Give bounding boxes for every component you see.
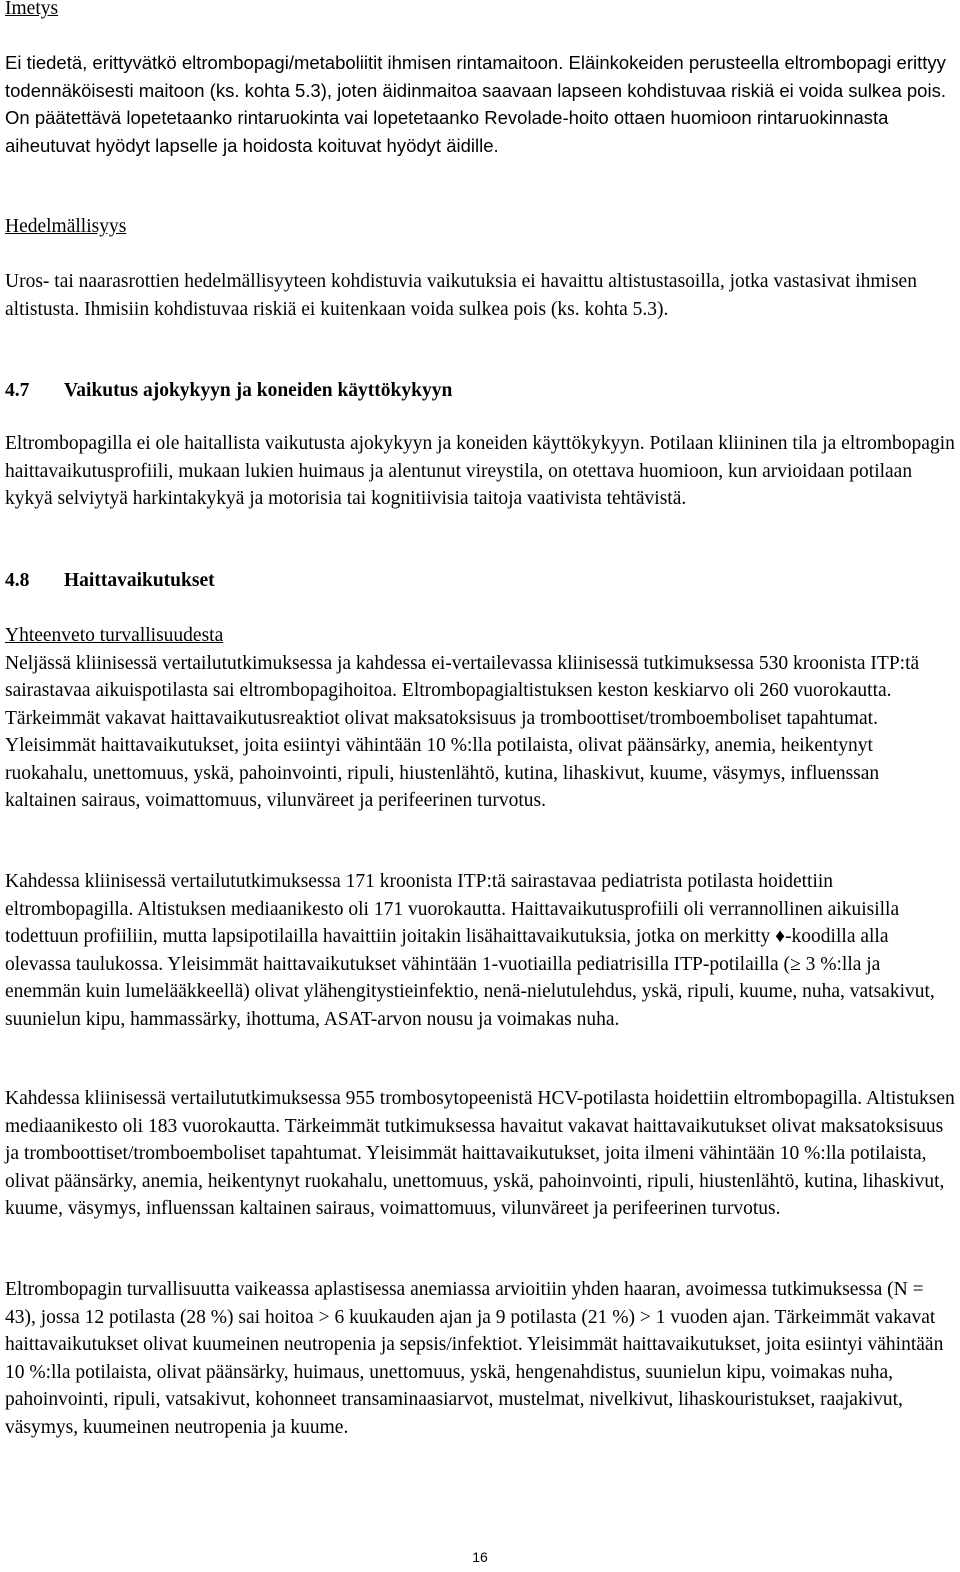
hedelmallisyys-heading: Hedelmällisyys <box>5 216 127 237</box>
page-number: 16 <box>472 1549 488 1565</box>
section-4-7-title: Vaikutus ajokykyyn ja koneiden käyttökykyyn <box>64 380 453 401</box>
imetys-section <box>5 0 955 23</box>
adverse-paragraph-2: Kahdessa kliinisessä vertailututkimuksessa 171 kroonista ITP:tä sairastavaa pediatrista potilasta hoidettiin eltrombopagilla. Altistuksen mediaanikesto oli 171 vuorokautta. Haittavaikutusprofiili oli verrannollinen aikuisilla todettuun profiiliin, mutta lapsipotilailla havaittiin joitakin lisähaittavaikutuksia, jotka on merkitty ♦-koodilla alla olevassa taulukossa. Yleisimmät haittavaikutukset vähintään 1-vuotiailla pediatrisilla ITP-potilailla (≥ 3 %:lla ja enemmän kuin lumelääkkeellä) olivat ylähengitystieinfektio, nenä-nielutulehdus, yskä, ripuli, kuume, nuha, vatsakivut, suunielun kipu, hammassärky, ihottuma, ASAT-arvon nousu ja voimakas nuha. <box>5 871 935 1030</box>
hedelmallisyys-paragraph-block <box>5 268 955 323</box>
imetys-paragraph: Ei tiedetä, erittyvätkö eltrombopagi/metaboliitit ihmisen rintamaitoon. Eläinkokeiden perusteella eltrombopagi erittyy todennäköisesti maitoon (ks. kohta 5.3), joten äidinmaitoa saavaan lapseen kohdistuvaa riskiä ei voida sulkea pois. On päätettävä lopetetaanko rintaruokinta vai lopetetaanko Revolade-hoito ottaen huomioon rintaruokinnasta aiheutuvat hyödyt lapselle ja hoidosta koituvat hyödyt äidille. <box>5 52 946 156</box>
section-4-7-heading <box>5 377 955 405</box>
section-4-7-paragraph: Eltrombopagilla ei ole haitallista vaikutusta ajokykyyn ja koneiden käyttökykyyn. Potilaan kliininen tila ja eltrombopagin haittavaikutusprofiili, mukaan lukien huimaus ja alentunut vireystila, on otettava huomioon, kun arvioidaan potilaan kykyä selviytyä harkintakykyä ja motorisia tai kognitiivisia taitoja vaativista tehtävistä. <box>5 433 955 509</box>
hedelmallisyys-paragraph: Uros- tai naarasrottien hedelmällisyyteen kohdistuvia vaikutuksia ei havaittu altistustasoilla, jotka vastasivat ihmisen altistusta. Ihmisiin kohdistuvaa riskiä ei kuitenkaan voida sulkea pois (ks. kohta 5.3). <box>5 271 917 320</box>
adverse-paragraph-3: Kahdessa kliinisessä vertailututkimuksessa 955 trombosytopeenistä HCV-potilasta hoidettiin eltrombopagilla. Altistuksen mediaanikesto oli 183 vuorokautta. Tärkeimmät tutkimuksessa havaitut vakavat haittavaikutukset olivat maksatoksisuus ja tromboottiset/tromboemboliset tapahtumat. Yleisimmät haittavaikutukset, joita ilmeni vähintään 10 %:lla potilaista, olivat päänsärky, anemia, heikentynyt ruokahalu, unettomuus, yskä, pahoinvointi, ripuli, hiustenlähtö, kutina, lihaskivut, kuume, väsymys, influenssan kaltainen sairaus, voimattomuus, vilunväreet ja perifeerinen turvotus. <box>5 1088 955 1219</box>
adverse-paragraph-block-2 <box>5 868 955 1033</box>
adverse-paragraph-1: Neljässä kliinisessä vertailututkimuksessa ja kahdessa ei-vertailevassa kliinisessä tutkimuksessa 530 kroonista ITP:tä sairastavaa aikuispotilasta sai eltrombopagihoitoa. Eltrombopagialtistuksen keston keskiarvo oli 260 vuorokautta. Tärkeimmät vakavat haittavaikutusreaktiot olivat maksatoksisuus ja tromboottiset/tromboemboliset tapahtumat. Yleisimmät haittavaikutukset, joita esiintyi vähintään 10 %:lla potilaista, olivat päänsärky, anemia, heikentynyt ruokahalu, unettomuus, yskä, pahoinvointi, ripuli, hiustenlähtö, kutina, lihaskivut, kuume, väsymys, influenssan kaltainen sairaus, voimattomuus, vilunväreet ja perifeerinen turvotus. <box>5 652 920 811</box>
section-4-7-number: 4.7 <box>5 380 30 401</box>
safety-summary-subheading: Yhteenveto turvallisuudesta <box>5 625 224 646</box>
section-4-8-number: 4.8 <box>5 570 30 591</box>
hedelmallisyys-section <box>5 213 955 241</box>
adverse-paragraph-block-3 <box>5 1085 955 1223</box>
section-4-8-summary <box>5 622 955 815</box>
imetys-heading: Imetys <box>5 0 59 19</box>
adverse-paragraph-block-4 <box>5 1276 955 1441</box>
section-4-8-heading <box>5 567 955 595</box>
imetys-paragraph-block <box>5 49 955 159</box>
section-4-7-paragraph-block <box>5 430 955 513</box>
adverse-paragraph-4: Eltrombopagin turvallisuutta vaikeassa aplastisessa anemiassa arvioitiin yhden haaran, avoimessa tutkimuksessa (N = 43), jossa 12 potilasta (28 %) sai hoitoa > 6 kuukauden ajan ja 9 potilasta (21 %) > 1 vuoden ajan. Tärkeimmät vakavat haittavaikutukset olivat kuumeinen neutropenia ja sepsis/infektiot. Yleisimmät haittavaikutukset, joita esiintyi vähintään 10 %:lla potilaista, olivat päänsärky, huimaus, unettomuus, yskä, hengenahdistus, suunielun kipu, voimakas nuha, pahoinvointi, ripuli, vatsakivut, kohonneet transaminaasiarvot, mustelmat, nivelkivut, lihaskouristukset, raajakivut, väsymys, kuumeinen neutropenia ja kuume. <box>5 1279 944 1438</box>
section-4-8-title: Haittavaikutukset <box>64 570 215 591</box>
